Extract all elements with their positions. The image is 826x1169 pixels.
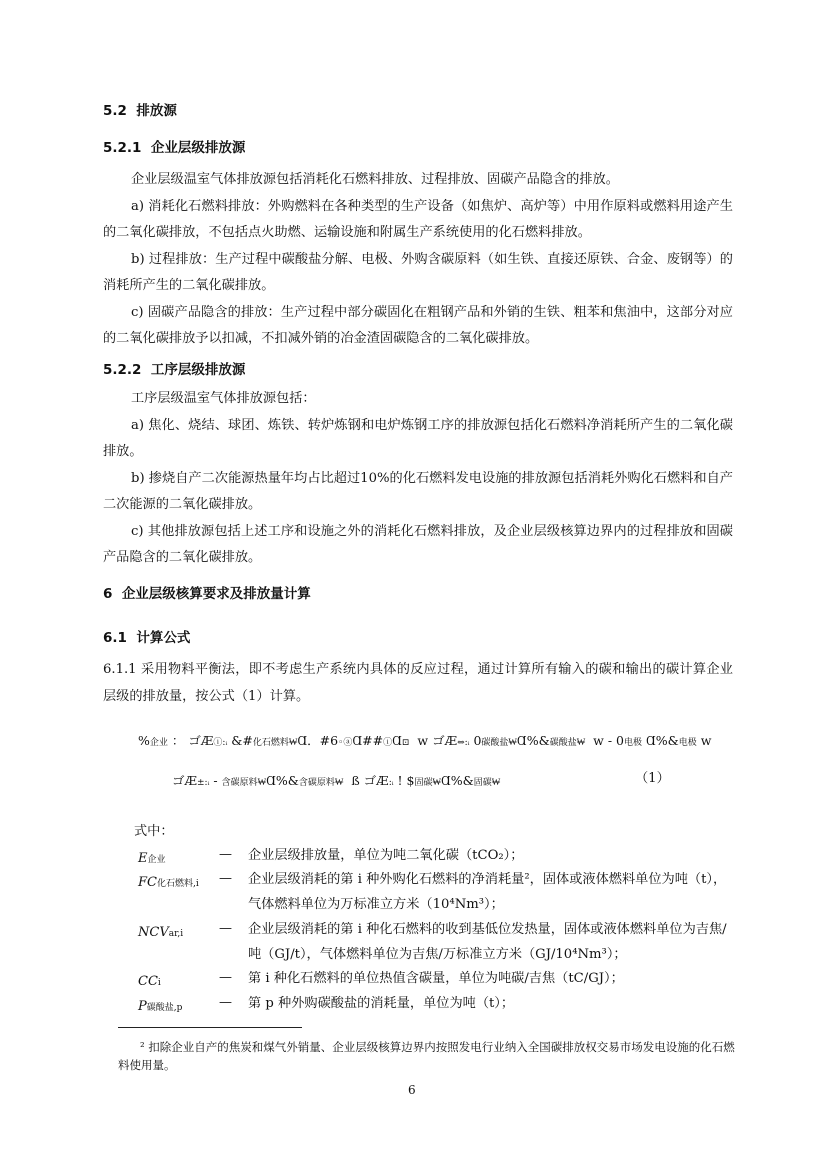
definition-symbol: FC化石燃料,i bbox=[138, 875, 199, 890]
definition-text: 第 p 种外购碳酸盐的消耗量，单位为吨（t）； bbox=[248, 996, 515, 1011]
definition-symbol: CCi bbox=[138, 974, 161, 989]
paragraph-block-5-2-2 bbox=[103, 386, 733, 572]
definition-symbol: E企业 bbox=[138, 851, 166, 866]
paragraph: c) 固碳产品隐含的排放：生产过程中部分碳固化在粗钢产品和外销的生铁、粗苯和焦油中，这部分对应的二氧化碳排放予以扣减，不扣减外销的冶金渣固碳隐含的二氧化碳排放。 bbox=[103, 304, 733, 346]
definition-text: 企业层级消耗的第 i 种外购化石燃料的净消耗量²，固体或液体燃料单位为吨（t），气体燃料单位为万标准立方米（10⁴Nm³）； bbox=[248, 872, 727, 912]
definition-text: 企业层级消耗的第 i 种化石燃料的收到基低位发热量，固体或液体燃料单位为吉焦/吨（GJ/t），气体燃料单位为吉焦/万标准立方米（GJ/10⁴Nm³）； bbox=[248, 922, 727, 962]
definition-text: 企业层级排放量，单位为吨二氧化碳（tCO₂）； bbox=[248, 848, 524, 863]
paragraph-block-5-2-1 bbox=[103, 167, 733, 353]
paragraph: c) 其他排放源包括上述工序和设施之外的消耗化石燃料排放，及企业层级核算边界内的过程排放和固碳产品隐含的二氧化碳排放。 bbox=[103, 523, 733, 565]
paragraph: 企业层级温室气体排放源包括消耗化石燃料排放、过程排放、固碳产品隐含的排放。 bbox=[131, 172, 619, 187]
definition-symbol: NCVar,i bbox=[138, 925, 184, 940]
paragraph: b) 过程排放：生产过程中碳酸盐分解、电极、外购含碳原料（如生铁、直接还原铁、合金、废钢等）的消耗所产生的二氧化碳排放。 bbox=[103, 251, 733, 293]
definition-dash: — bbox=[219, 995, 232, 1010]
heading-5-2-1: 5.2.1 企业层级排放源 bbox=[103, 140, 246, 156]
paragraph: a) 焦化、烧结、球团、炼铁、转炉炼钢和电炉炼钢工序的排放源包括化石燃料净消耗所产生的二氧化碳排放。 bbox=[103, 417, 733, 459]
definition-dash: — bbox=[219, 871, 232, 886]
page-number: 6 bbox=[408, 1083, 416, 1097]
formula-line-2: ゴÆ±:ᵢ - 含碳原料₩Ɑ%&含碳原料₩ ß ゴÆ:ᵢ ! $固碳₩Ɑ%&固碳₩ bbox=[172, 773, 501, 788]
heading-5-2: 5.2 排放源 bbox=[103, 103, 177, 119]
footnote-rule bbox=[118, 1027, 302, 1028]
definition-text: 第 i 种化石燃料的单位热值含碳量，单位为吨碳/吉焦（tC/GJ）； bbox=[248, 971, 624, 986]
definition-symbol: P碳酸盐,p bbox=[138, 999, 183, 1014]
equation-number: （1） bbox=[635, 771, 670, 786]
definition-dash: — bbox=[219, 970, 232, 985]
heading-6: 6 企业层级核算要求及排放量计算 bbox=[103, 586, 311, 602]
heading-6-1: 6.1 计算公式 bbox=[103, 630, 191, 646]
footnote: ² 扣除企业自产的焦炭和煤气外销量、企业层级核算边界内按照发电行业纳入全国碳排放权交易市场发电设施的化石燃料使用量。 bbox=[118, 1040, 735, 1072]
paragraph: b) 掺烧自产二次能源热量年均占比超过10%的化石燃料发电设施的排放源包括消耗外购化石燃料和自产二次能源的二氧化碳排放。 bbox=[103, 470, 733, 512]
definition-dash: — bbox=[219, 847, 232, 862]
paragraph: a) 消耗化石燃料排放：外购燃料在各种类型的生产设备（如焦炉、高炉等）中用作原料或燃料用途产生的二氧化碳排放，不包括点火助燃、运输设施和附属生产系统使用的化石燃料排放。 bbox=[103, 198, 733, 240]
formula-line-1: %企业 ： ゴÆⓘ:ᵢ &#化石燃料₩Ɑ．#6◦ⓐⱭ##ⓘⱭ⊡ w ゴÆ⇔:ᵢ 0碳酸盐₩Ɑ%&碳酸盐₩ w - 0电极 Ɑ%&电极 w bbox=[138, 733, 712, 748]
paragraph: 工序层级温室气体排放源包括： bbox=[131, 391, 316, 406]
where-label: 式中： bbox=[134, 824, 174, 839]
definition-dash: — bbox=[219, 921, 232, 936]
heading-5-2-2: 5.2.2 工序层级排放源 bbox=[103, 362, 246, 378]
paragraph-6-1-1: 6.1.1 采用物料平衡法，即不考虑生产系统内具体的反应过程，通过计算所有输入的碳和输出的碳计算企业层级的排放量，按公式（1）计算。 bbox=[103, 662, 733, 704]
